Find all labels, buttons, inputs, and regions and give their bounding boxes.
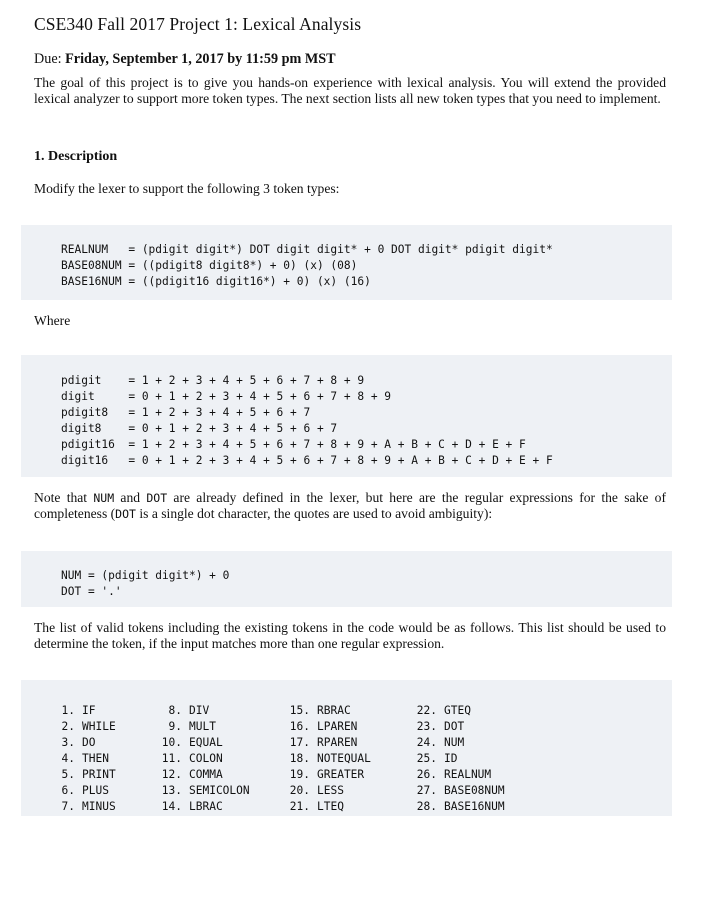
token-list-column bbox=[289, 703, 371, 815]
token-item: 13. SEMICOLON bbox=[161, 784, 250, 797]
section-heading: 1. Description bbox=[34, 149, 118, 164]
token-item: 14. LBRAC bbox=[161, 800, 223, 813]
num-dot-definitions-code bbox=[61, 568, 229, 600]
digit-definition-line: digit16 = 0 + 1 + 2 + 3 + 4 + 5 + 6 + 7 + 8 + 9 + A + B + C + D + E + F bbox=[61, 454, 553, 467]
list-paragraph: The list of valid tokens including the existing tokens in the code would be as follows. This list should be used to determine the token, if the input matches more than one regular expression. bbox=[34, 620, 666, 652]
token-item: 16. LPAREN bbox=[289, 720, 358, 733]
document-title: CSE340 Fall 2017 Project 1: Lexical Analysis bbox=[34, 14, 362, 34]
token-definitions-code bbox=[61, 242, 553, 290]
note-paragraph: Note that NUM and DOT are already defined in the lexer, but here are the regular expressions for the sake of completeness (DOT is a single dot character, the quotes are used to avoid ambiguity): bbox=[34, 490, 667, 522]
token-item: 6. PLUS bbox=[61, 784, 109, 797]
token-item: 18. NOTEQUAL bbox=[289, 752, 371, 765]
token-item: 20. LESS bbox=[289, 784, 344, 797]
token-list-column bbox=[416, 703, 505, 815]
digit-definition-line: pdigit16 = 1 + 2 + 3 + 4 + 5 + 6 + 7 + 8 + 9 + A + B + C + D + E + F bbox=[61, 438, 526, 451]
due-line bbox=[34, 51, 336, 68]
due-date: Friday, September 1, 2017 by 11:59 pm MST bbox=[65, 51, 336, 67]
digit-definition-line: digit8 = 0 + 1 + 2 + 3 + 4 + 5 + 6 + 7 bbox=[61, 422, 338, 435]
token-item: 22. GTEQ bbox=[416, 704, 471, 717]
dot-definition-line: DOT = '.' bbox=[61, 585, 122, 598]
token-item: 5. PRINT bbox=[61, 768, 116, 781]
token-item: 19. GREATER bbox=[289, 768, 365, 781]
token-item: 9. MULT bbox=[168, 720, 216, 733]
token-item: 7. MINUS bbox=[61, 800, 116, 813]
token-definition-line: BASE16NUM = ((pdigit16 digit16*) + 0) (x) (16) bbox=[61, 275, 371, 288]
token-item: 8. DIV bbox=[168, 704, 210, 717]
num-definition-line: NUM = (pdigit digit*) + 0 bbox=[61, 569, 230, 582]
inline-code-dot: DOT bbox=[146, 491, 168, 505]
where-label: Where bbox=[34, 313, 71, 328]
digit-definitions-code bbox=[61, 373, 553, 469]
token-list-column bbox=[161, 703, 250, 815]
token-definitions-box bbox=[21, 225, 672, 300]
token-item: 28. BASE16NUM bbox=[416, 800, 505, 813]
token-item: 1. IF bbox=[61, 704, 96, 717]
num-dot-definitions-box bbox=[21, 551, 672, 607]
token-item: 2. WHILE bbox=[61, 720, 116, 733]
token-definition-line: REALNUM = (pdigit digit*) DOT digit digit* + 0 DOT digit* pdigit digit* bbox=[61, 243, 553, 256]
token-item: 15. RBRAC bbox=[289, 704, 351, 717]
token-item: 17. RPAREN bbox=[289, 736, 358, 749]
token-definition-line: BASE08NUM = ((pdigit8 digit8*) + 0) (x) (08) bbox=[61, 259, 358, 272]
token-item: 10. EQUAL bbox=[161, 736, 223, 749]
token-item: 21. LTEQ bbox=[289, 800, 344, 813]
digit-definition-line: pdigit = 1 + 2 + 3 + 4 + 5 + 6 + 7 + 8 + 9 bbox=[61, 374, 365, 387]
due-label: Due: bbox=[34, 51, 62, 67]
digit-definition-line: pdigit8 = 1 + 2 + 3 + 4 + 5 + 6 + 7 bbox=[61, 406, 311, 419]
token-item: 3. DO bbox=[61, 736, 96, 749]
token-item: 23. DOT bbox=[416, 720, 465, 733]
token-item: 27. BASE08NUM bbox=[416, 784, 505, 797]
digit-definitions-box bbox=[21, 355, 672, 477]
token-item: 11. COLON bbox=[161, 752, 223, 765]
token-list-column bbox=[61, 703, 116, 815]
inline-code-num: NUM bbox=[93, 491, 115, 505]
token-item: 25. ID bbox=[416, 752, 458, 765]
token-item: 26. REALNUM bbox=[416, 768, 492, 781]
modify-paragraph: Modify the lexer to support the following 3 token types: bbox=[34, 181, 340, 196]
inline-code-dot: DOT bbox=[115, 507, 136, 522]
token-list-box bbox=[21, 680, 672, 816]
intro-paragraph: The goal of this project is to give you hands-on experience with lexical analysis. You will extend the provided lexical analyzer to support more token types. The next section lists all new token types that you need to implement. bbox=[34, 75, 666, 107]
token-item: 4. THEN bbox=[61, 752, 109, 765]
token-item: 12. COMMA bbox=[161, 768, 223, 781]
token-item: 24. NUM bbox=[416, 736, 465, 749]
digit-definition-line: digit = 0 + 1 + 2 + 3 + 4 + 5 + 6 + 7 + 8 + 9 bbox=[61, 390, 392, 403]
